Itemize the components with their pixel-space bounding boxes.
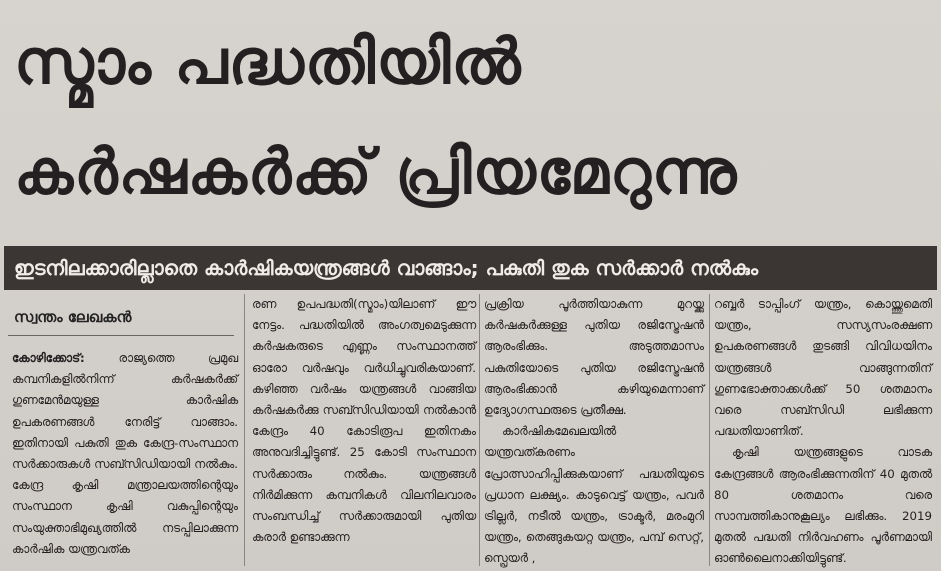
- headline-line-1: സ്മാം പദ്ധതിയിൽ: [14, 25, 522, 98]
- column-divider: [479, 294, 480, 566]
- column-4-paragraph-1: റബ്ബർ ടാപ്പിംഗ് യന്ത്രം, കൊയ്ത്തുമെതി യന്ത്രം, സസ്യസംരക്ഷണ ഉപകരണങ്ങൾ തുടങ്ങി വിവിധയിനം യന്ത്രങ്ങൾ വാങ്ങുന്നതിന് ഗുണഭോക്താക്കൾക്ക് 50 ശതമാനം വരെ സബ്സിഡി ലഭിക്കുന്ന പദ്ധതിയാണിത്.: [714, 297, 932, 439]
- article-column-4: [714, 294, 932, 570]
- article-column-2: [252, 294, 476, 548]
- column-divider: [244, 294, 245, 566]
- byline: സ്വന്തം ലേഖകൻ: [14, 308, 132, 326]
- headline-line-2: കർഷകർക്ക് പ്രിയമേറുന്നു: [14, 135, 738, 208]
- column-3-paragraph-1: പ്രക്രിയ പൂർത്തിയാകുന്ന മുറയ്ക്കു കർഷകർക്കുള്ള പുതിയ രജിസ്ട്രേഷൻ ആരംഭിക്കും. അടുത്തമാസം പകുതിയോടെ പുതിയ രജിസ്ട്രേഷൻ ആരംഭിക്കാൻ കഴിയുമെന്നാണ് ഉദ്യോഗസ്ഥരുടെ പ്രതീക്ഷ.: [484, 297, 704, 418]
- byline-rule: [8, 335, 234, 336]
- article-column-1: [12, 348, 238, 560]
- column-1-text: രാജ്യത്തെ പ്രമുഖ കമ്പനികളിൽനിന്ന് കർഷകർക്ക് ഗുണമേൻമയുള്ള കാർഷിക ഉപകരണങ്ങൾ നേരിട്ട് വാങ്ങാം. ഇതിനായി പകുതി തുക കേന്ദ്ര-സംസ്ഥാന സർക്കാരുകൾ സബ്സിഡിയായി നൽകും. കേന്ദ്ര കൃഷി മന്ത്രാലയത്തിന്റെയും സംസ്ഥാന കൃഷി വകുപ്പിന്റെയും സംയുക്താഭിമുഖ്യത്തിൽ നടപ്പിലാക്കുന്ന കാർഷിക യന്ത്രവത്ക: [12, 351, 238, 556]
- subheadline-banner: ഇടനിലക്കാരില്ലാതെ കാർഷികയന്ത്രങ്ങൾ വാങ്ങാം; പകുതി തുക സർക്കാർ നൽകും: [4, 246, 937, 290]
- column-3-paragraph-2: കാർഷികമേഖലയിൽ യന്ത്രവത്കരണം പ്രോത്സാഹിപ്പിക്കുകയാണ് പദ്ധതിയുടെ പ്രധാന ലക്ഷ്യം. കാടുവെട്ട് യന്ത്രം, പവർ ട്രില്ലർ, നടീൽ യന്ത്രം, ട്രാക്ടർ, മരംമുറി യന്ത്രം, തെങ്ങുകയറ്റ യന്ത്രം, പമ്പ് സെറ്റ്, സ്പ്രെയർ ,: [484, 424, 704, 566]
- column-2-text: രണ ഉപപദ്ധതി(സ്മാം)യിലാണ് ഈ നേട്ടം. പദ്ധതിയിൽ അംഗത്വമെടുക്കുന്ന കർഷകരുടെ എണ്ണം സംസ്ഥാനത്ത് ഓരോ വർഷവും വർധിച്ചുവരികയാണ്. കഴിഞ്ഞ വർഷം യന്ത്രങ്ങൾ വാങ്ങിയ കർഷകർക്കു സബ്സിഡിയായി നൽകാൻ കേന്ദ്രം 40 കോടിരൂപ ഇതിനകം അനുവദിച്ചിട്ടുണ്ട്. 25 കോടി സംസ്ഥാന സർക്കാരും നൽകും. യന്ത്രങ്ങൾ നിർമിക്കുന്ന കമ്പനികൾ വിലനിലവാരം സംബന്ധിച്ച് സർക്കാരുമായി പുതിയ കരാർ ഉണ്ടാക്കുന്ന: [252, 297, 476, 545]
- dateline: കോഴിക്കോട്:: [12, 351, 85, 365]
- article-column-3: [484, 294, 704, 570]
- column-4-paragraph-2: കൃഷി യന്ത്രങ്ങളുടെ വാടക കേന്ദ്രങ്ങൾ ആരംഭിക്കുന്നതിന് 40 മുതൽ 80 ശതമാനം വരെ സാമ്പത്തികാനുകൂല്യം ലഭിക്കും. 2019 മുതൽ പദ്ധതി നിർവഹണം പൂർണമായി ഓൺലൈനാക്കിയിട്ടുണ്ട്.: [714, 445, 932, 566]
- column-divider: [709, 294, 710, 566]
